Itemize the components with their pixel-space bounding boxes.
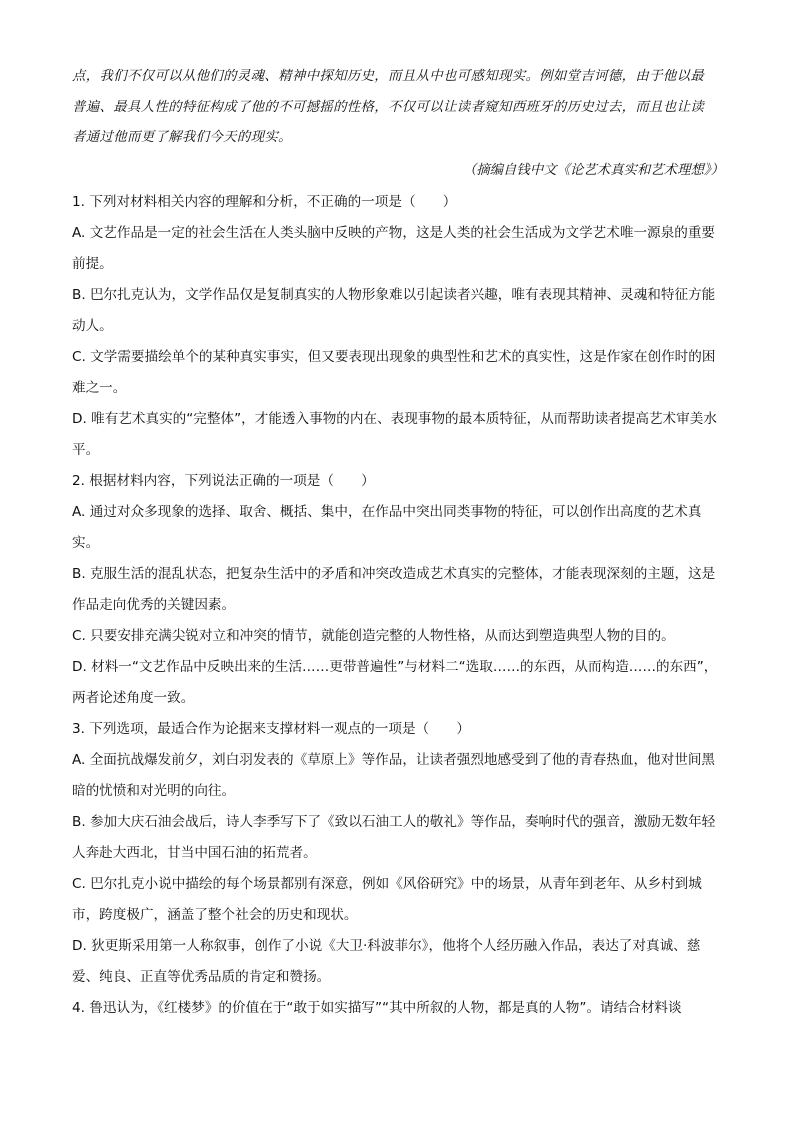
passage-line: 者通过他而更了解我们今天的现实。 [72,130,292,145]
option-d: D. 材料一“文艺作品中反映出来的生活……更带普遍性”与材料二“选取……的东西，从而构造……的东西”，两者论述角度一致。 [72,659,718,706]
question-stem: 4. 鲁迅认为，《红楼梦》的价值在于“敢于如实描写”“其中所叙的人物，都是真的人物”。请结合材料谈 [72,1000,682,1016]
option-d: D. 唯有艺术真实的“完整体”，才能透入事物的内在、表现事物的最本质特征，从而帮助读者提高艺术审美水平。 [72,411,717,458]
passage-excerpt [72,62,724,154]
option-b: B. 参加大庆石油会战后，诗人李季写下了《致以石油工人的敬礼》等作品，奏响时代的强音，激励无数年轻人奔赴大西北，甘当中国石油的拓荒者。 [72,814,716,861]
option-a: A. 文艺作品是一定的社会生活在人类头脑中反映的产物，这是人类的社会生活成为文学艺术唯一源泉的重要前提。 [72,225,716,272]
question-stem: 2. 根据材料内容，下列说法正确的一项是（ ） [72,473,375,489]
question-stem: 3. 下列选项，最适合作为论据来支撑材料一观点的一项是（ ） [72,721,470,737]
option-a: A. 通过对众多现象的选择、取舍、概括、集中，在作品中突出同类事物的特征，可以创作出高度的艺术真实。 [72,504,702,551]
option-b: B. 克服生活的混乱状态，把复杂生活中的矛盾和冲突改造成艺术真实的完整体，才能表现深刻的主题，这是作品走向优秀的关键因素。 [72,566,716,613]
option-c: C. 巴尔扎克小说中描绘的每个场景都别有深意，例如《风俗研究》中的场景，从青年到老年、从乡村到城市，跨度极广，涵盖了整个社会的历史和现状。 [72,876,702,923]
option-c: C. 只要安排充满尖锐对立和冲突的情节，就能创造完整的人物性格，从而达到塑造典型人物的目的。 [72,628,675,644]
question-2 [72,466,726,714]
passage-line: 点，我们不仅可以从他们的灵魂、精神中探知历史，而且从中也可感知现实。例如堂吉诃德，由于他以最 [72,69,705,84]
option-a: A. 全面抗战爆发前夕，刘白羽发表的《草原上》等作品，让读者强烈地感受到了他的青春热血，他对世间黑暗的忧愤和对光明的向往。 [72,752,716,799]
passage-source: （摘编自钱中文《论艺术真实和艺术理想》） [462,163,724,178]
question-stem: 1. 下列对材料相关内容的理解和分析，不正确的一项是（ ） [72,194,457,210]
option-b: B. 巴尔扎克认为，文学作品仅是复制真实的人物形象难以引起读者兴趣，唯有表现其精神、灵魂和特征方能动人。 [72,287,716,334]
passage-line: 普遍、最具人性的特征构成了他的不可撼摇的性格，不仅可以让读者窥知西班牙的历史过去，而且也让读 [72,99,705,115]
option-c: C. 文学需要描绘单个的某种真实事实，但又要表现出现象的典型性和艺术的真实性，这是作家在创作时的困难之一。 [72,349,716,396]
option-d: D. 狄更斯采用第一人称叙事，创作了小说《大卫·科波菲尔》，他将个人经历融入作品，表达了对真诚、慈爱、纯良、正直等优秀品质的肯定和赞扬。 [72,938,701,985]
question-list [72,187,726,1024]
question-3 [72,714,726,993]
question-4 [72,993,726,1024]
question-1 [72,187,726,466]
